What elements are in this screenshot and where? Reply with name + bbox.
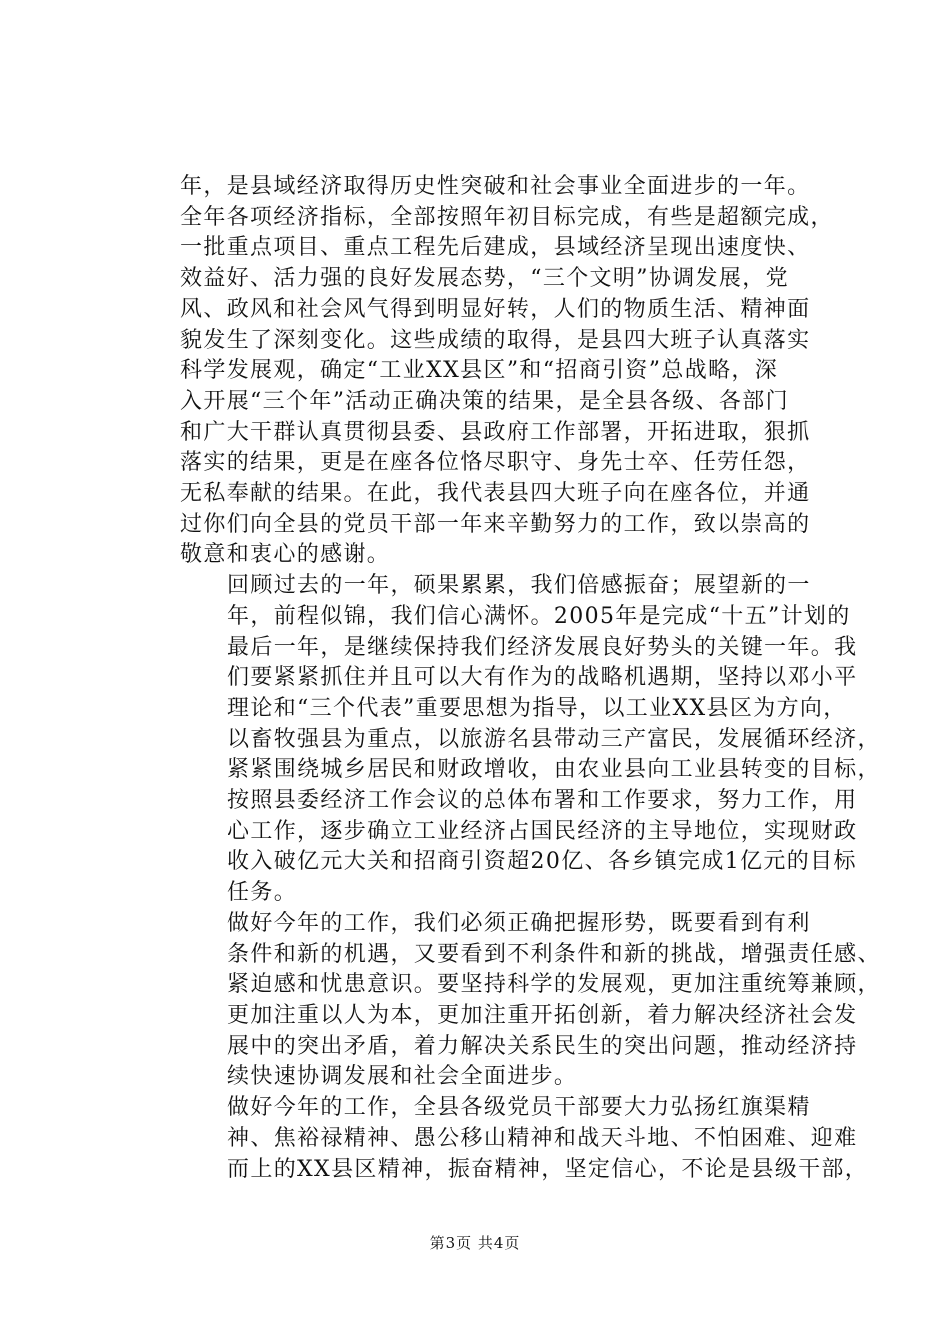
text-line: 风、政风和社会风气得到明显好转，人们的物质生活、精神面: [180, 296, 811, 322]
paragraph: [180, 172, 834, 571]
text-line: 做好今年的工作，我们必须正确把握形势，既要看到有利: [227, 910, 811, 936]
text-line: 过你们向全县的党员干部一年来辛勤努力的工作，致以崇高的: [180, 511, 811, 537]
text-line: 神、焦裕禄精神、愚公移山精神和战天斗地、不怕困难、迎难: [227, 1125, 858, 1151]
paragraph: [180, 571, 881, 909]
text-line: 最后一年，是继续保持我们经济发展良好势头的关键一年。我: [227, 634, 858, 660]
text-line: 落实的结果，更是在座各位恪尽职守、身先士卒、任劳任怨，: [180, 450, 811, 476]
text-line: 做好今年的工作，全县各级党员干部要大力弘扬红旗渠精: [227, 1095, 811, 1121]
text-line: 条件和新的机遇，又要看到不利条件和新的挑战，增强责任感、: [227, 941, 881, 967]
text-line: 和广大干群认真贯彻县委、县政府工作部署，开拓进取，狠抓: [180, 419, 811, 445]
text-line: 心工作，逐步确立工业经济占国民经济的主导地位，实现财政: [227, 818, 858, 844]
text-line: 而上的XX县区精神，振奋精神，坚定信心，不论是县级干部，: [227, 1156, 869, 1182]
text-line: 一批重点项目、重点工程先后建成，县域经济呈现出速度快、: [180, 235, 811, 261]
text-line: 展中的突出矛盾，着力解决关系民生的突出问题，推动经济持: [227, 1033, 858, 1059]
body-text: [180, 172, 881, 1185]
text-line: 续快速协调发展和社会全面进步。: [227, 1064, 578, 1090]
text-line: 紧紧围绕城乡居民和财政增收，由农业县向工业县转变的目标，: [227, 757, 881, 783]
text-line: 紧迫感和忧患意识。要坚持科学的发展观，更加注重统筹兼顾，: [227, 972, 881, 998]
paragraph: [180, 1093, 869, 1185]
text-line: 貌发生了深刻变化。这些成绩的取得，是县四大班子认真落实: [180, 327, 811, 353]
text-line: 更加注重以人为本，更加注重开拓创新，着力解决经济社会发: [227, 1002, 858, 1028]
paragraph: [180, 909, 881, 1093]
text-line: 年，是县域经济取得历史性突破和社会事业全面进步的一年。: [180, 174, 811, 199]
text-line: 年，前程似锦，我们信心满怀。2005年是完成“十五”计划的: [227, 603, 851, 629]
text-line: 入开展“三个年”活动正确决策的结果，是全县各级、各部门: [180, 388, 789, 414]
text-line: 敬意和衷心的感谢。: [180, 542, 391, 568]
text-line: 按照县委经济工作会议的总体布署和工作要求，努力工作，用: [227, 788, 858, 814]
text-line: 效益好、活力强的良好发展态势，“三个文明”协调发展，党: [180, 266, 789, 292]
text-line: 任务。: [227, 880, 298, 906]
text-line: 理论和“三个代表”重要思想为指导，以工业XX县区为方向，: [227, 695, 847, 721]
text-line: 全年各项经济指标，全部按照年初目标完成，有些是超额完成，: [180, 204, 834, 230]
page-number-footer: 第3页 共4页: [429, 1234, 521, 1252]
text-line: 回顾过去的一年，硕果累累，我们倍感振奋；展望新的一: [227, 573, 811, 599]
text-line: 无私奉献的结果。在此，我代表县四大班子向在座各位，并通: [180, 481, 811, 507]
text-line: 们要紧紧抓住并且可以大有作为的战略机遇期，坚持以邓小平: [227, 665, 858, 691]
text-line: 收入破亿元大关和招商引资超20亿、各乡镇完成1亿元的目标: [227, 849, 857, 875]
text-line: 科学发展观，确定“工业XX县区”和“招商引资”总战略，深: [180, 358, 779, 384]
text-line: 以畜牧强县为重点，以旅游名县带动三产富民，发展循环经济，: [227, 726, 881, 752]
